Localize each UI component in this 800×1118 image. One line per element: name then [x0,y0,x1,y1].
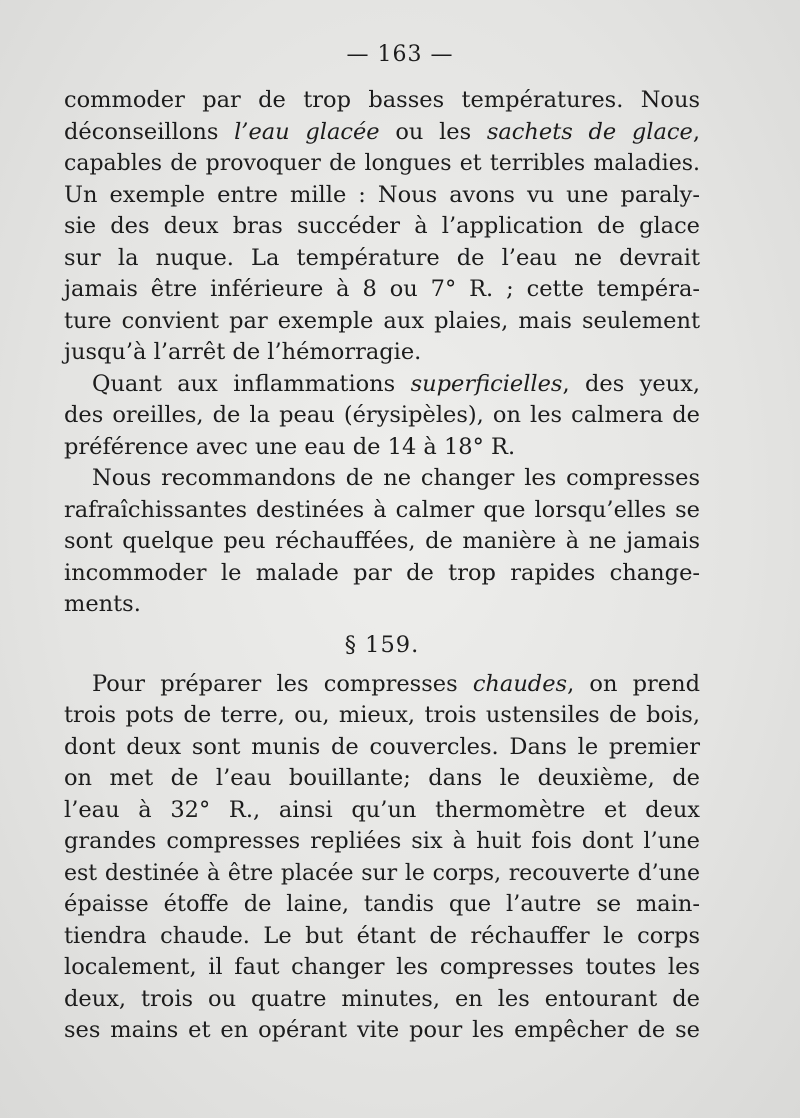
text-segment: épaisse étoffe de laine, tandis que l’autre se main- [64,891,700,917]
text-line [64,889,700,921]
text-segment: sur la nuque. La température de l’eau ne devrait [64,244,700,271]
text-line [64,700,700,732]
text-segment: jamais être inférieure à 8 ou 7° R. ; cette tempéra- [64,276,700,302]
text-line [64,589,700,621]
text-segment: tiendra chaude. Le but étant de réchauffer le corps [64,922,700,949]
text-segment: trois pots de terre, ou, mieux, trois ustensiles de bois, [64,702,700,728]
text-line [64,306,700,338]
text-line [64,495,700,527]
text-segment: jusqu’à l’arrêt de l’hémorragie. [64,339,422,365]
text-line [64,180,700,212]
text-line [64,432,700,464]
body-text [64,85,700,1047]
text-segment: Pour préparer les compresses [92,670,473,697]
text-segment: préférence avec une eau de 14 à 18° R. [64,433,516,460]
text-line [64,85,700,117]
text-line [64,148,700,180]
text-line [64,463,700,495]
text-line [64,952,700,984]
italic-text: chaudes [472,670,568,697]
text-line [64,274,700,306]
section-heading [64,621,700,669]
text-line [64,117,700,149]
text-segment: ses mains et en opérant vite pour les empêcher de se [64,1017,700,1043]
text-segment: Nous recommandons de ne changer les compresses [92,465,700,491]
text-segment: commoder par de trop basses températures. Nous [64,87,700,113]
text-segment: Un exemple entre mille : Nous avons vu une paraly- [64,181,700,208]
text-segment: des oreilles, de la peau (érysipèles), on les calmera de [64,402,700,428]
text-line [64,984,700,1016]
text-segment: incommoder le malade par de trop rapides change- [64,559,700,586]
text-segment: localement, il faut changer les compresses toutes les [64,954,700,980]
text-segment: l’eau à 32° R., ainsi qu’un thermomètre et deux [64,796,700,823]
text-segment: sont quelque peu réchauffées, de manière à ne jamais [64,528,700,554]
text-line [64,400,700,432]
italic-text: sachets de glace [486,118,693,145]
text-line [64,526,700,558]
text-line [64,1015,700,1047]
italic-text: l’eau glacée [234,118,380,145]
text-line [64,669,700,701]
text-segment: grandes compresses repliées six à huit fois dont l’une [64,828,700,854]
text-segment: , des yeux, [562,370,700,397]
italic-text: superficielles [410,370,563,397]
text-segment: est destinée à être placée sur le corps, recouverte d’une [64,860,700,886]
text-line [64,858,700,890]
text-segment: sie des deux bras succéder à l’application de glace [64,213,700,239]
text-line [64,243,700,275]
text-segment: Quant aux inflammations [92,370,411,397]
text-segment: , on prend [567,670,700,697]
text-segment: dont deux sont munis de couvercles. Dans le premier [64,733,700,760]
page-number: — 163 — [346,42,454,67]
text-segment: déconseillons [64,118,235,145]
text-segment: on met de l’eau bouillante; dans le deuxième, de [64,765,700,791]
text-line [64,732,700,764]
text-line [64,795,700,827]
text-line [64,369,700,401]
text-line [64,763,700,795]
text-line [64,921,700,953]
text-line [64,826,700,858]
text-line [64,558,700,590]
text-segment: capables de provoquer de longues et terribles maladies. [64,151,700,176]
text-segment: ments. [64,591,141,617]
text-segment: ou les [379,118,487,145]
text-line [64,337,700,369]
text-line [64,211,700,243]
text-segment: rafraîchissantes destinées à calmer que lorsqu’elles se [64,496,700,523]
text-segment: § 159. [344,631,420,658]
text-segment: , [692,118,700,145]
text-segment: ture convient par exemple aux plaies, mais seulement [64,307,700,334]
text-segment: deux, trois ou quatre minutes, en les entourant de [64,985,700,1012]
